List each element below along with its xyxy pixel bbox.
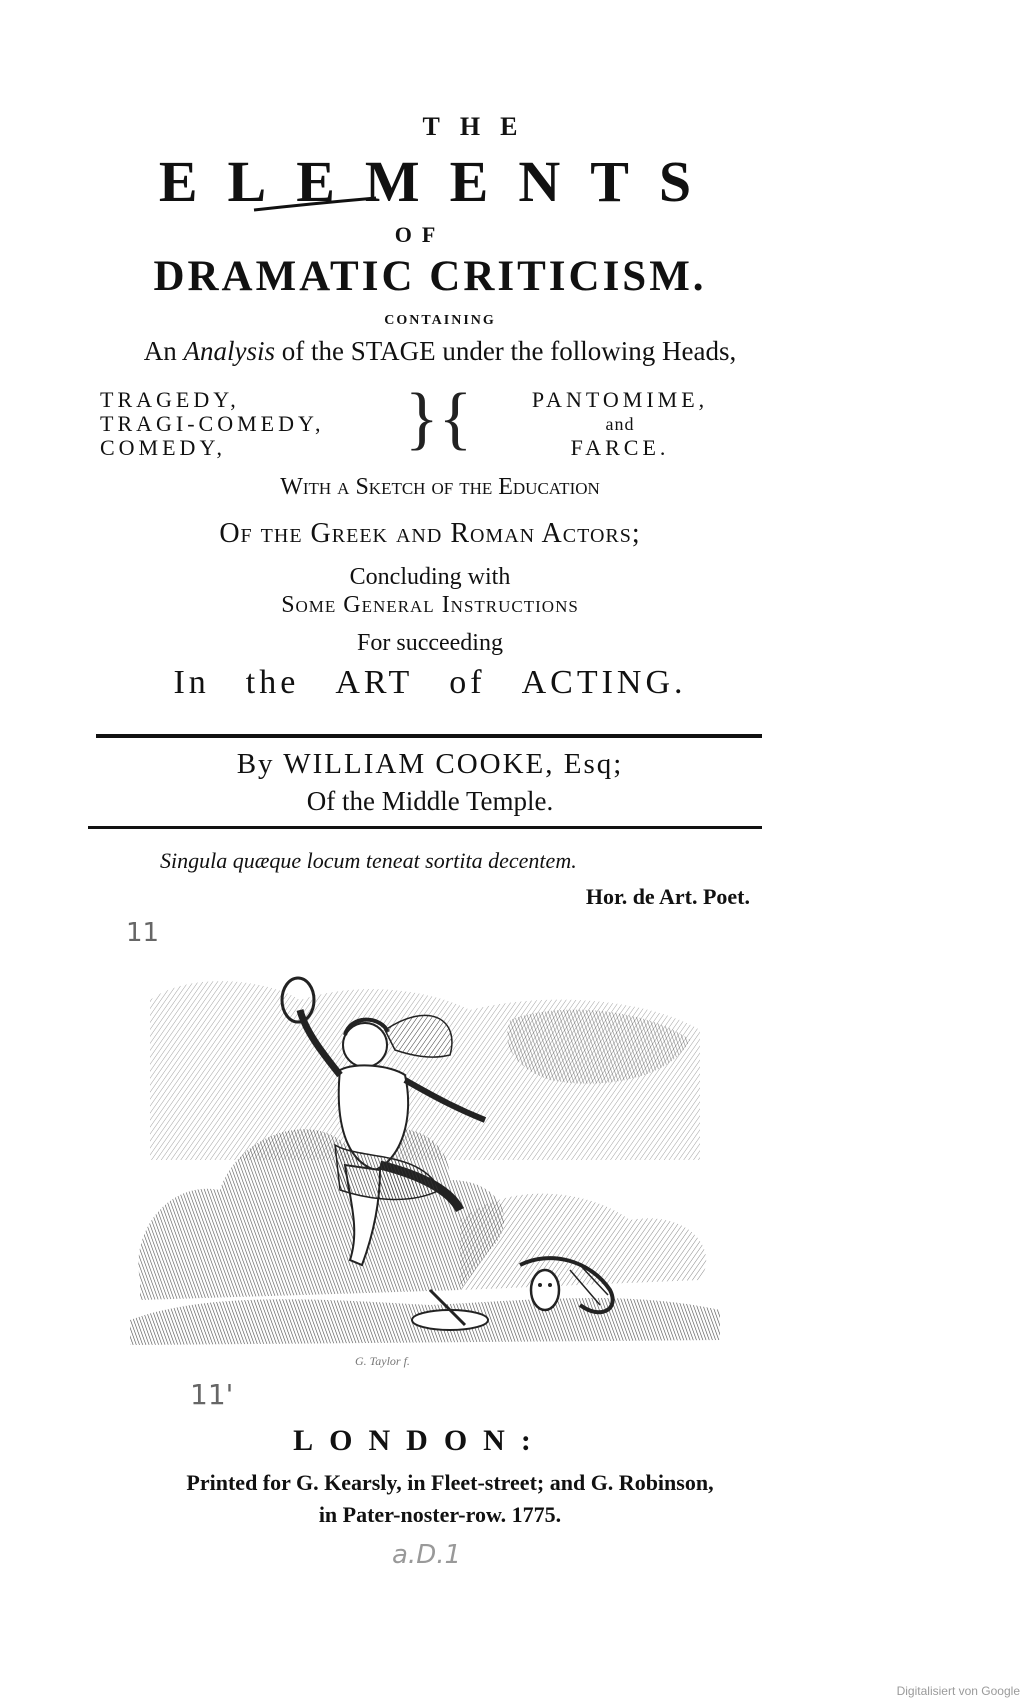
head-and: and (605, 414, 635, 434)
title-elements: ELEMENTS (158, 149, 722, 214)
handwritten-mark: 11 (126, 918, 160, 948)
title-of: OF (394, 222, 446, 247)
divider-rule-bottom (88, 826, 762, 829)
head-tragi-comedy: TRAGI-COMEDY, (100, 411, 325, 436)
title-the: THE (422, 112, 538, 141)
engraved-vignette (130, 960, 720, 1380)
analysis-line (80, 336, 800, 367)
analysis-post: of the STAGE under the following Heads, (275, 336, 737, 366)
google-watermark: Digitalisiert von Google (896, 1684, 1020, 1698)
handwritten-mark: 11' (190, 1378, 234, 1411)
art-word: In (173, 664, 210, 701)
latin-motto: Singula quæque locum teneat sortita decentem. (160, 848, 577, 873)
analysis-word: Analysis (183, 336, 275, 366)
containing-label: CONTAINING (384, 313, 496, 328)
brace-icon: }{ (405, 380, 473, 457)
greek-roman-line: Of the Greek and Roman Actors; (219, 518, 641, 549)
head-comedy: COMEDY, (100, 435, 227, 460)
heads-right-column (470, 388, 770, 460)
divider-rule-top (96, 734, 762, 738)
motto-source: Hor. de Art. Poet. (585, 884, 750, 909)
art-word: the (245, 664, 300, 701)
handwritten-mark: a.D.1 (392, 1540, 462, 1570)
succeeding-line: For succeeding (357, 630, 503, 656)
concluding-line: Concluding with (349, 564, 511, 590)
title-dramatic-criticism: DRAMATIC CRITICISM. (153, 253, 707, 300)
author-line: By WILLIAM COOKE, Esq; (236, 748, 624, 780)
head-tragedy: TRAGEDY, (100, 387, 240, 412)
head-farce: FARCE. (570, 435, 670, 460)
analysis-pre: An (143, 336, 184, 366)
art-word: of (449, 664, 486, 701)
ink-underline (250, 196, 380, 216)
head-pantomime: PANTOMIME, (531, 387, 709, 412)
sketch-line: With a Sketch of the Education (280, 474, 600, 500)
imprint-printed-for: Printed for G. Kearsly, in Fleet-street; and G. Robinson, (186, 1470, 714, 1495)
general-instructions-line: Some General Instructions (281, 592, 579, 618)
art-of-acting-line (80, 664, 780, 702)
heads-list (100, 380, 720, 468)
middle-temple-line: Of the Middle Temple. (306, 786, 554, 816)
art-word: ACTING. (521, 664, 687, 701)
imprint-pater-noster: in Pater-noster-row. 1775. (318, 1502, 562, 1527)
imprint-london: LONDON: (293, 1424, 547, 1457)
heads-left-column (100, 388, 420, 460)
art-word: ART (335, 664, 414, 701)
engraver-signature: G. Taylor f. (355, 1354, 410, 1368)
